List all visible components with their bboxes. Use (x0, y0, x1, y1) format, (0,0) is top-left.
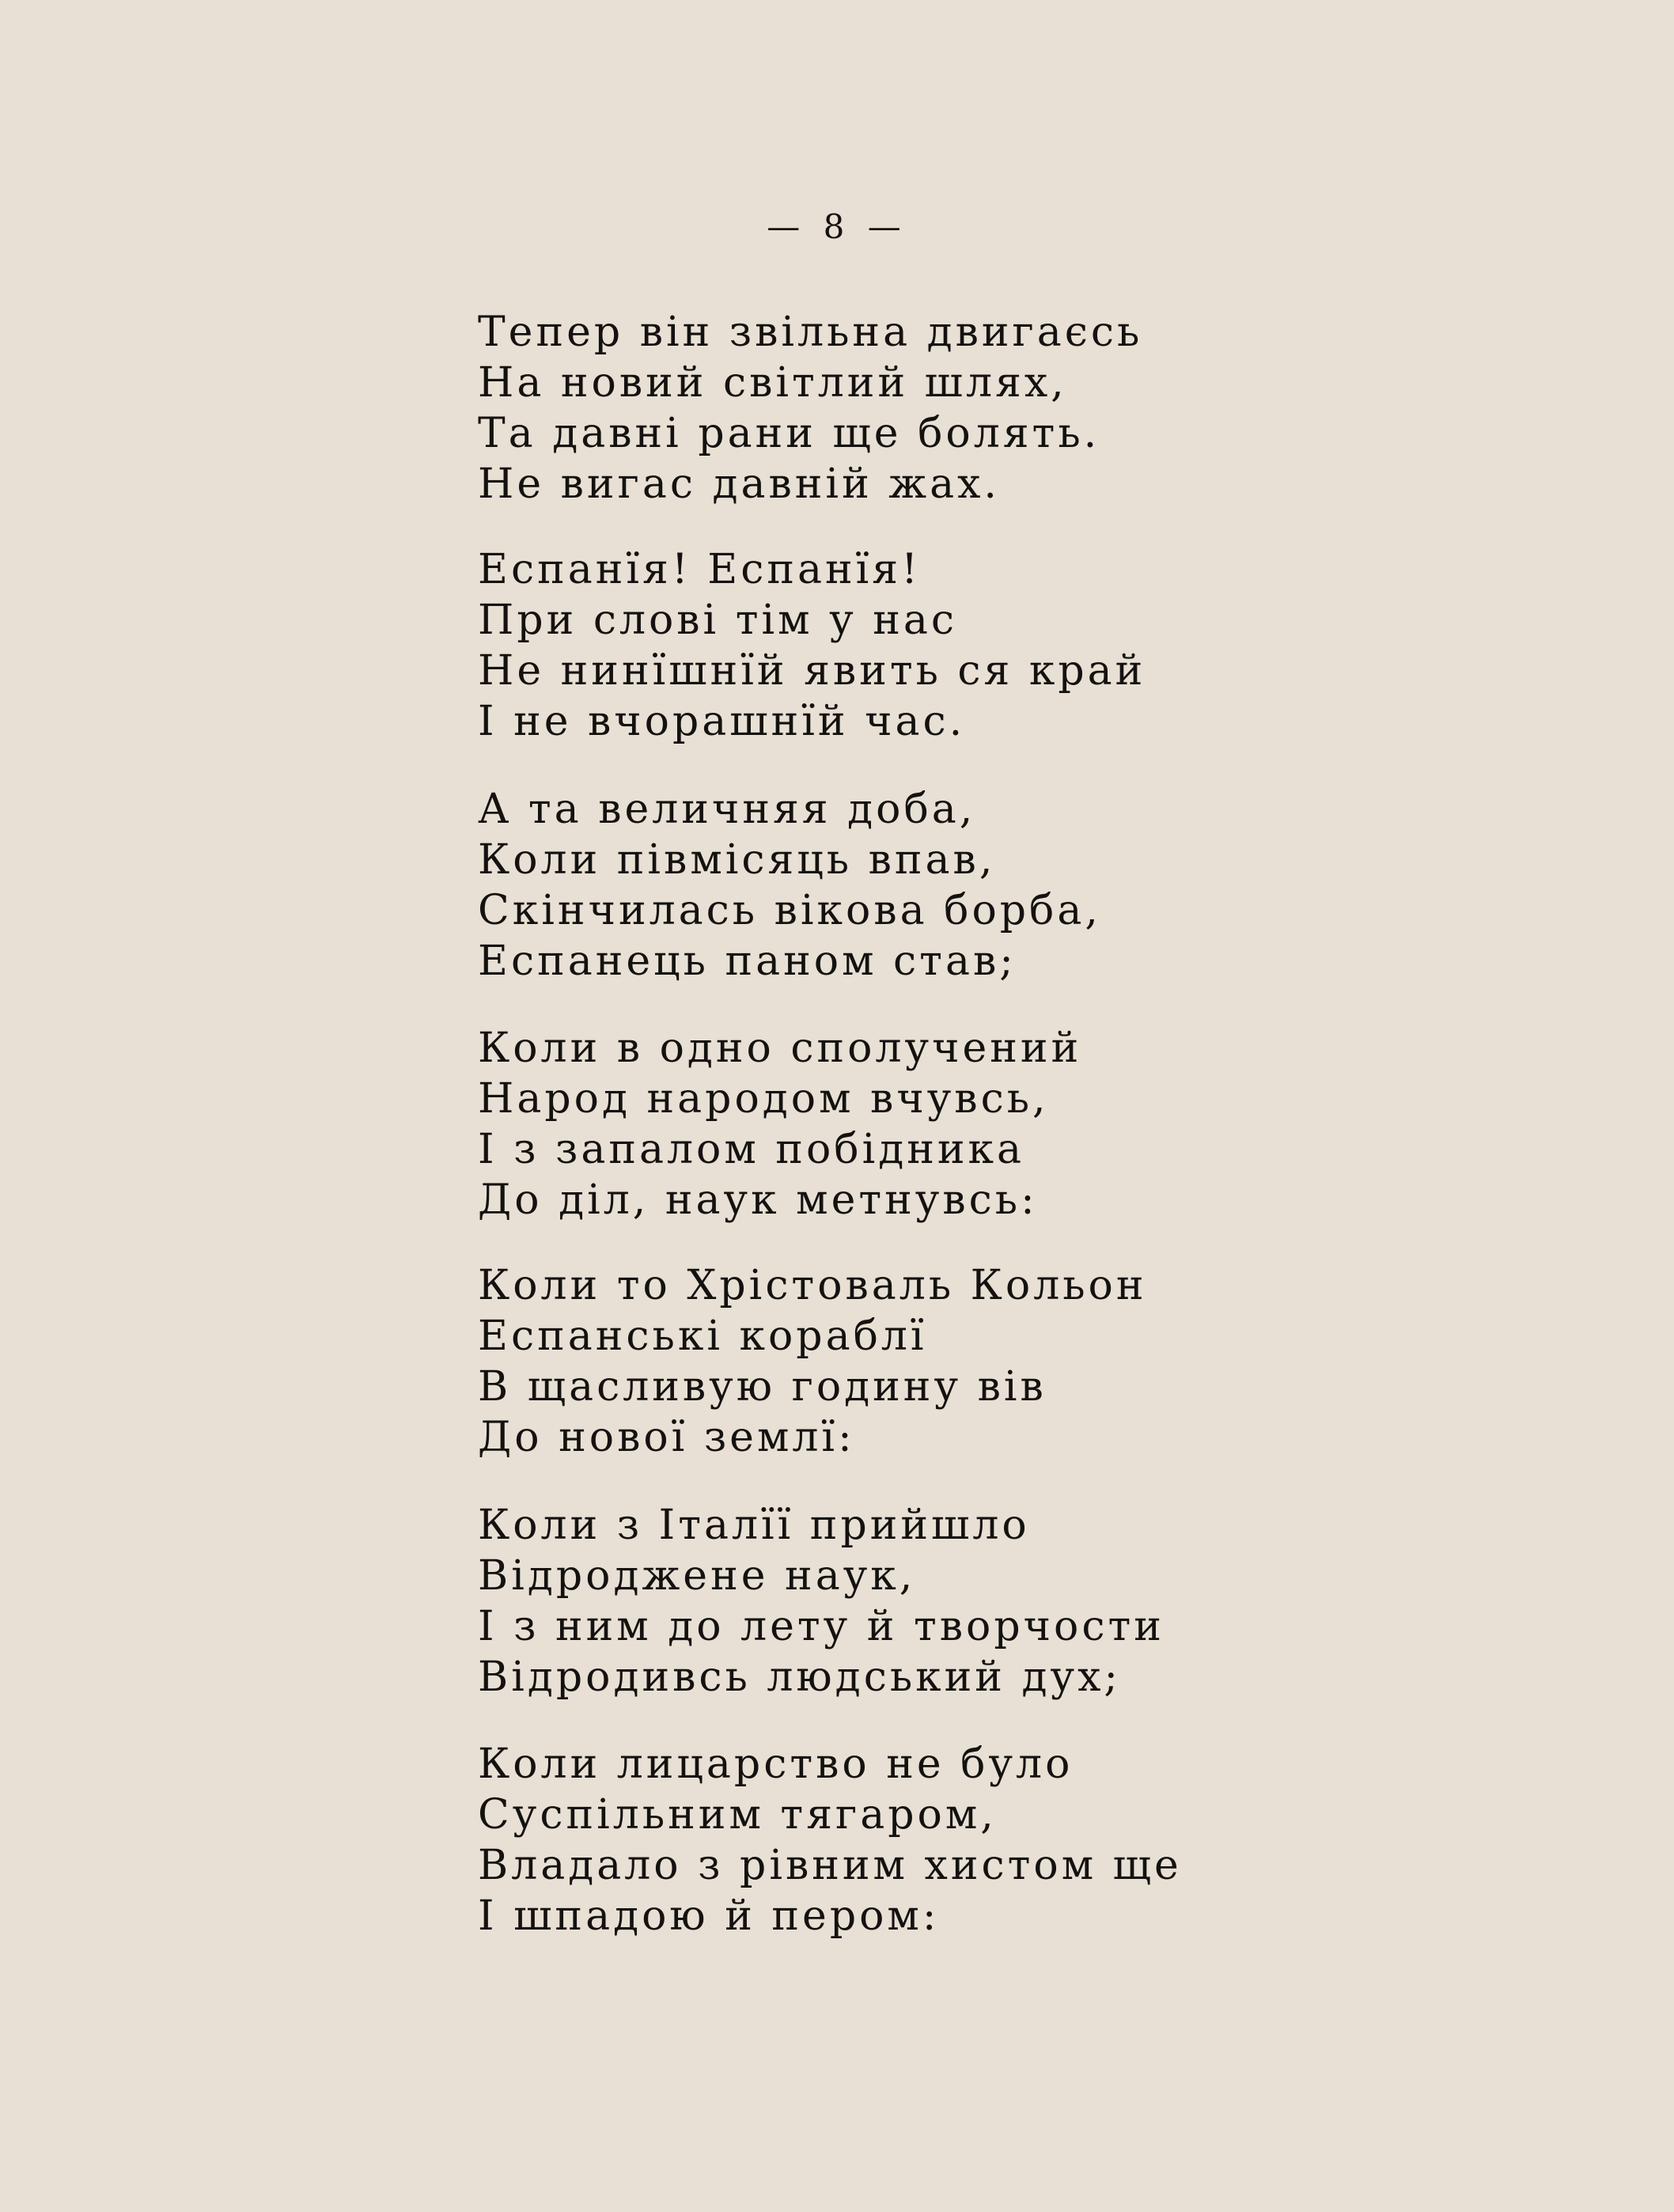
poem-line: Скінчилась вікова борба, (478, 887, 1101, 934)
poem-line: Суспільним тягаром, (478, 1791, 997, 1839)
stanza (478, 1260, 1269, 1463)
poem-line: Коли в одно сполучений (478, 1025, 1082, 1072)
poem-line: А та величняя доба, (478, 786, 976, 833)
poem-line: Коли то Хрістоваль Кольон (478, 1262, 1147, 1309)
poem-line: Еспанїя! Еспанїя! (478, 546, 921, 593)
poem-line: Владало з рівним хистом ще (478, 1842, 1182, 1889)
stanza (478, 784, 1269, 987)
stanza (478, 1500, 1269, 1703)
poem-line: Коли лицарство не було (478, 1740, 1074, 1788)
poem-line: Відроджене наук, (478, 1552, 916, 1600)
poem-line: Тепер він звільна двигаєсь (478, 309, 1143, 356)
stanza (478, 1739, 1269, 1941)
poem-line: Коли півмісяць впав, (478, 836, 996, 884)
poem-line: При слові тім у нас (478, 597, 958, 644)
poem-line: Народ народом вчувсь, (478, 1075, 1049, 1123)
poem-line: Відродивсь людський дух; (478, 1653, 1121, 1701)
poem-line: І шпадою й пером: (478, 1892, 940, 1940)
poem-line: І з запалом побідника (478, 1126, 1025, 1173)
poem-line: В щасливую годину вів (478, 1363, 1047, 1411)
stanza (478, 1023, 1269, 1225)
poem-line: До нової землї: (478, 1414, 855, 1461)
page-number: — 8 — (767, 207, 907, 246)
poem-line: Та давні рани ще болять. (478, 410, 1100, 457)
poem-line: І не вчорашнїй час. (478, 698, 966, 745)
poem-line: На новий світлий шлях, (478, 359, 1067, 407)
poem-line: Еспанські кораблї (478, 1312, 927, 1360)
stanza (478, 307, 1269, 509)
stanza (478, 544, 1269, 747)
poem-line: До діл, наук метнувсь: (478, 1176, 1038, 1224)
poem-line: Не нинїшнїй явить ся край (478, 647, 1146, 695)
poem-line: Еспанець паном став; (478, 937, 1017, 985)
poem-line: Не вигас давній жах. (478, 460, 1000, 508)
poem-line: І з ним до лету й творчости (478, 1603, 1165, 1650)
poem-line: Коли з Італїї прийшло (478, 1502, 1030, 1549)
